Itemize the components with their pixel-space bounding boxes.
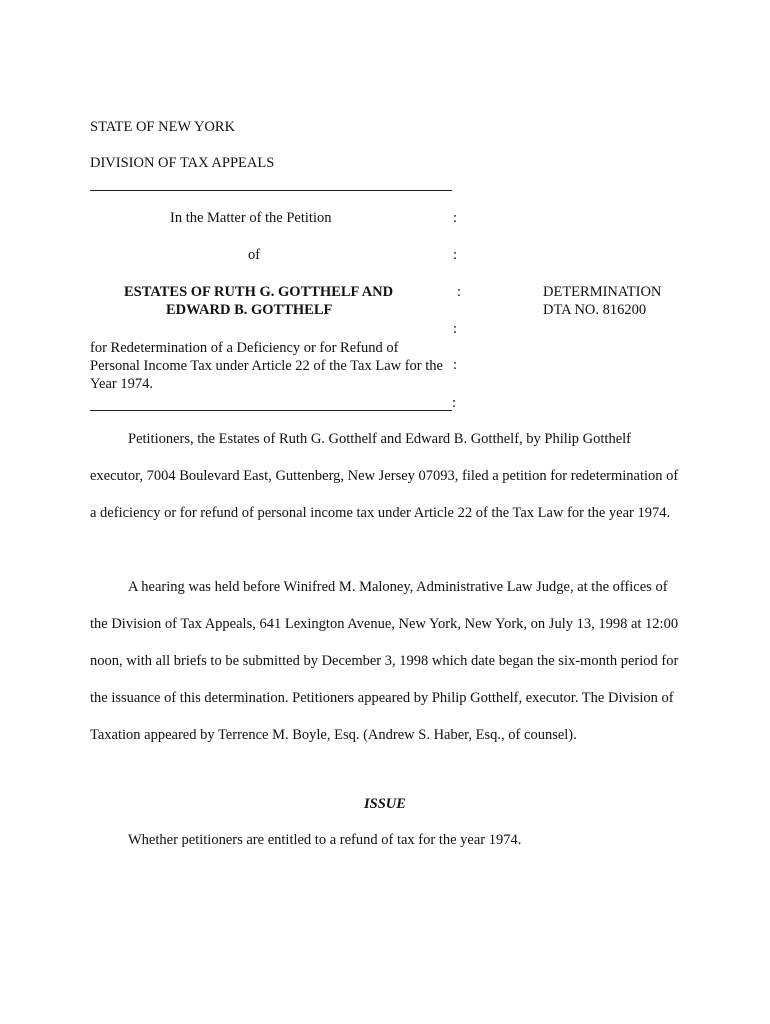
issue-heading: ISSUE (364, 796, 406, 812)
caption-top-rule (90, 190, 452, 191)
determination-label: DETERMINATION (543, 284, 662, 300)
caption-colon-3: : (457, 284, 462, 300)
petitioner-name-line1: ESTATES OF RUTH G. GOTTHELF AND (124, 284, 394, 300)
caption-bottom-rule (90, 410, 452, 411)
paragraph-petition-text: Petitioners, the Estates of Ruth G. Gotthelf and Edward B. Gotthelf, by Philip Gotthelf executor, 7004 Boulevard East, Guttenberg, New Jersey 07093, filed a petition for redetermination of a deficiency or for refund of personal income tax under Article 22 of the Tax Law for the year 1974. (90, 431, 679, 521)
caption-colon-4: : (453, 321, 458, 337)
caption-colon-6: : (452, 395, 457, 411)
matter-line: In the Matter of the Petition (170, 210, 332, 226)
petitioner-name-line2: EDWARD B. GOTTHELF (166, 302, 333, 318)
petition-purpose: for Redetermination of a Deficiency or for Refund of Personal Income Tax under Article 22 of the Tax Law for the Year 1974. (90, 340, 443, 392)
paragraph-petition (90, 421, 680, 532)
division-heading: DIVISION OF TAX APPEALS (90, 155, 275, 171)
state-heading: STATE OF NEW YORK (90, 119, 236, 135)
paragraph-hearing-text: A hearing was held before Winifred M. Maloney, Administrative Law Judge, at the offices of the Division of Tax Appeals, 641 Lexington Avenue, New York, New York, on July 13, 1998 at 12:00 noon, with all briefs to be submitted by December 3, 1998 which date began the six-month period for the issuance of this determination. Petitioners appeared by Philip Gotthelf, executor. The Division of Taxation appeared by Terrence M. Boyle, Esq. (Andrew S. Haber, Esq., of counsel). (90, 579, 679, 743)
caption-colon-5: : (453, 357, 458, 373)
caption-colon-2: : (453, 247, 458, 263)
caption-colon-1: : (453, 210, 458, 226)
issue-text: Whether petitioners are entitled to a refund of tax for the year 1974. (128, 832, 522, 848)
paragraph-hearing (90, 569, 680, 754)
of-line: of (248, 247, 261, 263)
dta-number: DTA NO. 816200 (543, 302, 647, 318)
